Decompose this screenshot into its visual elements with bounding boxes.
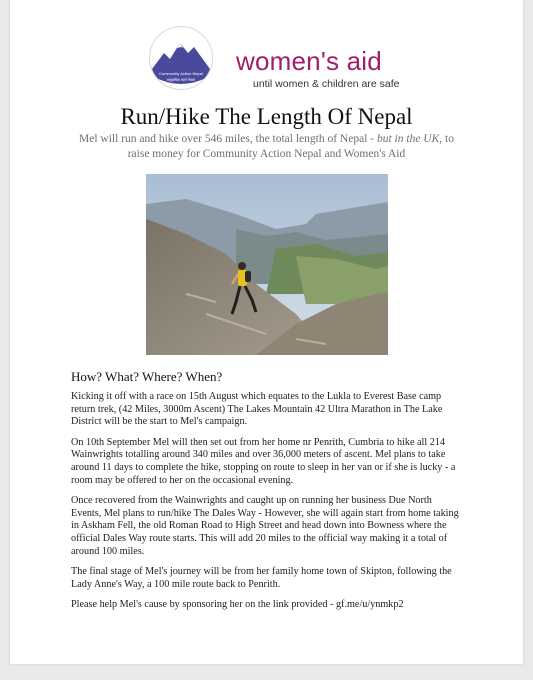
subtitle-part-2: , to raise money for Community Action Nepal and Women's Aid <box>127 133 454 160</box>
community-action-nepal-logo <box>149 26 213 90</box>
body-text <box>71 391 463 620</box>
brand-name: women's aid <box>236 46 382 76</box>
flyer-page <box>10 0 523 664</box>
page-title: Run/Hike The Length Of Nepal <box>120 104 413 129</box>
page-subtitle <box>70 132 463 161</box>
hiker-photo <box>146 174 388 355</box>
paragraph-race: Kicking it off with a race on 15th August which equates to the Lukla to Everest Base camp return trek, (42 Miles, 3000m Ascent) The Lakes Mountain 42 Ultra Marathon in The Lake District will be the start to Mel's campaign. <box>71 391 443 428</box>
mountain-logo-icon <box>150 27 212 89</box>
subtitle-part-1: Mel will run and hike over 546 miles, the total length of Nepal - <box>79 133 377 145</box>
mountain-landscape-image <box>146 174 388 355</box>
brand-tagline: until women & children are safe <box>253 78 400 90</box>
logo-org-name: Community Action Nepal <box>159 71 203 76</box>
paragraph-wainwrights: On 10th September Mel will then set out from her home nr Penrith, Cumbria to hike all 214 Wainwrights totalling around 340 miles and over 36,000 meters of ascent. Mel plans to take around 11 days to complete the hike, stopping on route to sleep in her van or if she is lucky - a room may be offered to her on the occasional evening. <box>71 436 456 486</box>
section-heading: How? What? Where? When? <box>71 369 223 384</box>
paragraph-dales-way: Once recovered from the Wainwrights and caught up on running her business Due North Events, Mel plans to run/hike The Dales Way - However, she will again start from home taking in Askham Fell, the old Roman Road to High Street and head down into Bowness where the official Dales Way route starts. This will add 20 miles to the official way making it a total of around 100 miles. <box>71 495 459 557</box>
subtitle-italic: but in the UK <box>376 133 440 145</box>
logo-org-script: समुदायिक कार्य नेपाल <box>167 78 195 82</box>
paragraph-sponsor-link: Please help Mel's cause by sponsoring her on the link provided - gf.me/u/ynmkp2 <box>71 599 404 611</box>
paragraph-lady-annes-way: The final stage of Mel's journey will be from her family home town of Skipton, following the Lady Anne's Way, a 100 mile route back to Penrith. <box>71 566 452 590</box>
